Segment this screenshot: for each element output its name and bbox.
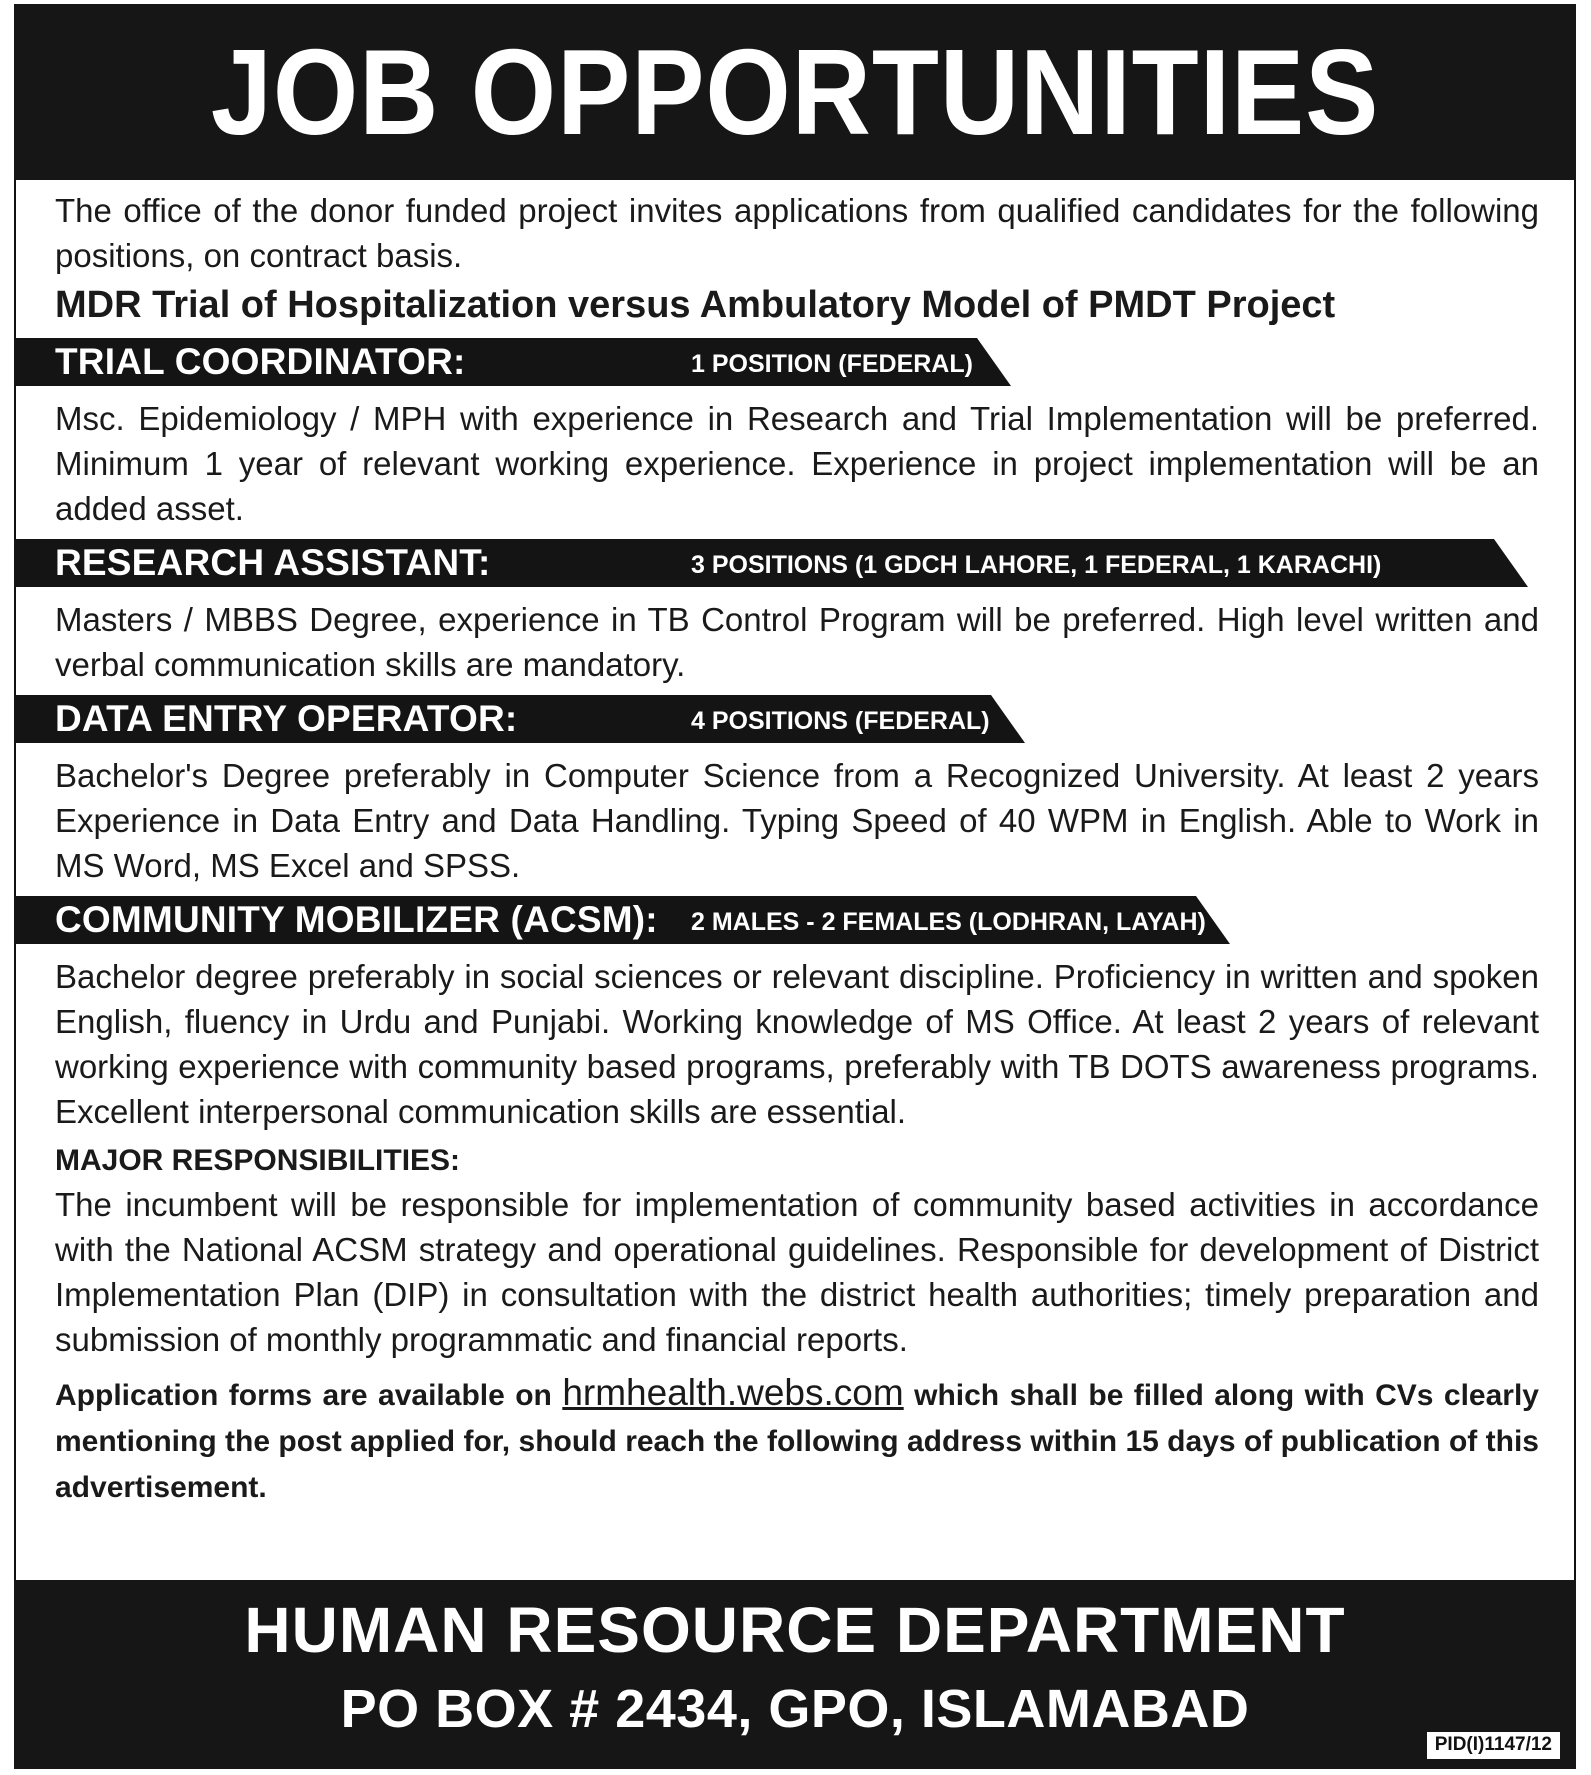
responsibilities-text: The incumbent will be responsible for implementation of community based activities in accordance with the National ACSM strategy and operational guidelines. Responsible for development of District Implementation Plan (DIP) in consultation with the district health authorities; timely preparation and submission of monthly programmatic and financial reports. xyxy=(55,1186,1539,1358)
project-title: MDR Trial of Hospitalization versus Ambulatory Model of PMDT Project xyxy=(55,284,1336,326)
position-description: Masters / MBBS Degree, experience in TB Control Program will be preferred. High level written and verbal communication skills are mandatory. xyxy=(55,601,1539,683)
position-count: 2 MALES - 2 FEMALES (LODHRAN, LAYAH) xyxy=(691,908,1206,936)
position-description: Bachelor's Degree preferably in Computer Science from a Recognized University. At least 2 years Experience in Data Entry and Data Handling. Typing Speed of 40 WPM in English. Able to Work in MS Word, MS Excel and SPSS. xyxy=(55,757,1539,884)
intro-text: The office of the donor funded project invites applications from qualified candidates for the following positions, on contract basis. xyxy=(55,192,1539,274)
position-header-data-entry-operator xyxy=(14,695,1498,743)
position-count: 1 POSITION (FEDERAL) xyxy=(691,350,973,378)
position-count: 4 POSITIONS (FEDERAL) xyxy=(691,707,990,735)
page-title: JOB OPPORTUNITIES xyxy=(210,24,1380,160)
website-link[interactable]: hrmhealth.webs.com xyxy=(562,1372,904,1413)
header-banner xyxy=(14,4,1576,180)
postal-address: PO BOX # 2434, GPO, ISLAMABAD xyxy=(340,1679,1250,1739)
position-title: DATA ENTRY OPERATOR: xyxy=(55,698,518,739)
responsibilities-label: MAJOR RESPONSIBILITIES: xyxy=(55,1144,461,1177)
position-header-community-mobilizer xyxy=(14,896,1498,944)
position-count: 3 POSITIONS (1 GDCH LAHORE, 1 FEDERAL, 1 KARACHI) xyxy=(691,551,1382,579)
footer-banner xyxy=(14,1580,1576,1769)
position-title: RESEARCH ASSISTANT: xyxy=(55,542,491,583)
position-description: Msc. Epidemiology / MPH with experience in Research and Trial Implementation will be preferred. Minimum 1 year of relevant working experience. Experience in project implementation will be an added asset. xyxy=(55,400,1539,527)
pid-number: PID(I)1147/12 xyxy=(1427,1732,1560,1759)
department-name: HUMAN RESOURCE DEPARTMENT xyxy=(244,1594,1346,1666)
advertisement-body xyxy=(55,188,1539,1511)
application-prefix: Application forms are available on xyxy=(55,1379,563,1412)
position-header-research-assistant xyxy=(14,539,1498,587)
application-instructions xyxy=(55,1370,1539,1511)
position-title: TRIAL COORDINATOR: xyxy=(55,341,466,382)
position-header-trial-coordinator xyxy=(14,338,1498,386)
position-title: COMMUNITY MOBILIZER (ACSM): xyxy=(55,899,658,940)
position-description: Bachelor degree preferably in social sciences or relevant discipline. Proficiency in written and spoken English, fluency in Urdu and Punjabi. Working knowledge of MS Office. At least 2 years of relevant working experience with community based programs, preferably with TB DOTS awareness programs. Excellent interpersonal communication skills are essential. xyxy=(55,958,1539,1130)
application-suffix: which shall be filled along with CVs clearly mentioning the post applied for, should reach the following address within 15 days of publication of this advertisement. xyxy=(55,1379,1539,1504)
